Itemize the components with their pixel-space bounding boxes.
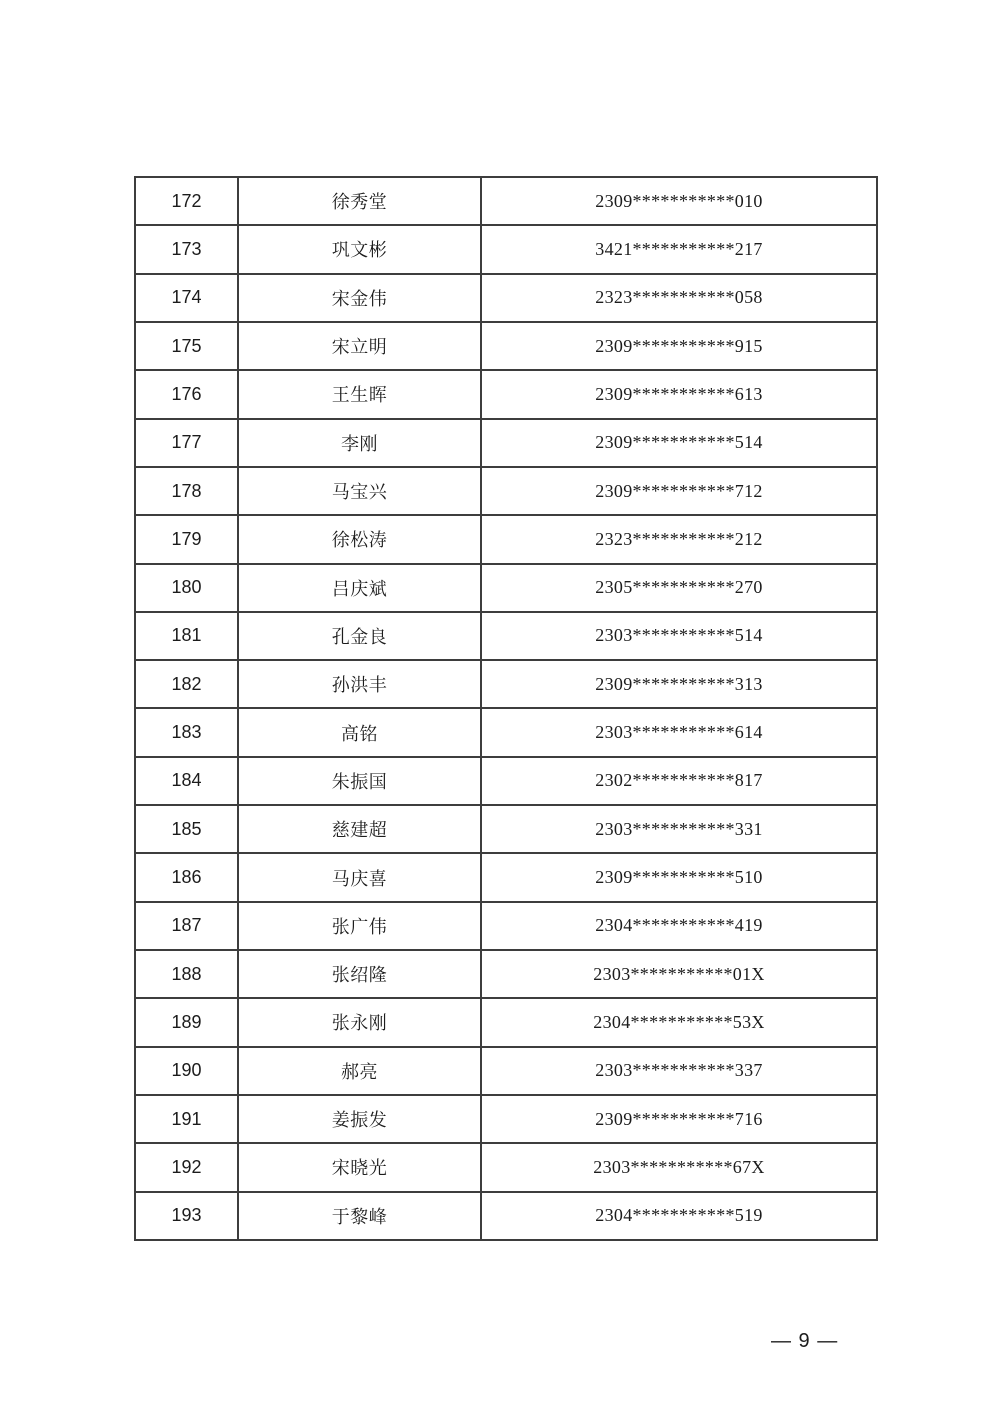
id-number-cell: 2304***********419 bbox=[481, 902, 877, 950]
row-number-cell: 187 bbox=[135, 902, 238, 950]
name-cell: 徐松涛 bbox=[238, 515, 481, 563]
name-cell: 慈建超 bbox=[238, 805, 481, 853]
name-cell: 朱振国 bbox=[238, 757, 481, 805]
name-cell: 孙洪丰 bbox=[238, 660, 481, 708]
id-number-cell: 2309***********712 bbox=[481, 467, 877, 515]
name-cell: 宋晓光 bbox=[238, 1143, 481, 1191]
table-row bbox=[135, 998, 877, 1046]
table-row bbox=[135, 1143, 877, 1191]
id-number-cell: 2305***********270 bbox=[481, 564, 877, 612]
name-cell: 马宝兴 bbox=[238, 467, 481, 515]
row-number-cell: 183 bbox=[135, 708, 238, 756]
table-row bbox=[135, 274, 877, 322]
name-cell: 郝亮 bbox=[238, 1047, 481, 1095]
table-row bbox=[135, 467, 877, 515]
name-cell: 张广伟 bbox=[238, 902, 481, 950]
roster-table bbox=[134, 176, 878, 1241]
name-cell: 孔金良 bbox=[238, 612, 481, 660]
row-number-cell: 176 bbox=[135, 370, 238, 418]
table-row bbox=[135, 564, 877, 612]
id-number-cell: 2309***********613 bbox=[481, 370, 877, 418]
row-number-cell: 192 bbox=[135, 1143, 238, 1191]
row-number-cell: 189 bbox=[135, 998, 238, 1046]
id-number-cell: 2303***********514 bbox=[481, 612, 877, 660]
row-number-cell: 173 bbox=[135, 225, 238, 273]
id-number-cell: 2303***********331 bbox=[481, 805, 877, 853]
name-cell: 宋金伟 bbox=[238, 274, 481, 322]
table-row bbox=[135, 853, 877, 901]
name-cell: 马庆喜 bbox=[238, 853, 481, 901]
table-row bbox=[135, 660, 877, 708]
table-row bbox=[135, 902, 877, 950]
id-number-cell: 2309***********514 bbox=[481, 419, 877, 467]
id-number-cell: 2323***********212 bbox=[481, 515, 877, 563]
name-cell: 王生晖 bbox=[238, 370, 481, 418]
id-number-cell: 2304***********53X bbox=[481, 998, 877, 1046]
name-cell: 于黎峰 bbox=[238, 1192, 481, 1240]
name-cell: 李刚 bbox=[238, 419, 481, 467]
row-number-cell: 174 bbox=[135, 274, 238, 322]
name-cell: 张绍隆 bbox=[238, 950, 481, 998]
table-row bbox=[135, 950, 877, 998]
row-number-cell: 175 bbox=[135, 322, 238, 370]
id-number-cell: 2303***********01X bbox=[481, 950, 877, 998]
id-number-cell: 2323***********058 bbox=[481, 274, 877, 322]
table-row bbox=[135, 612, 877, 660]
name-cell: 高铭 bbox=[238, 708, 481, 756]
row-number-cell: 193 bbox=[135, 1192, 238, 1240]
name-cell: 巩文彬 bbox=[238, 225, 481, 273]
id-number-cell: 2302***********817 bbox=[481, 757, 877, 805]
name-cell: 姜振发 bbox=[238, 1095, 481, 1143]
table-row bbox=[135, 1095, 877, 1143]
id-number-cell: 2309***********313 bbox=[481, 660, 877, 708]
row-number-cell: 180 bbox=[135, 564, 238, 612]
table-row bbox=[135, 805, 877, 853]
table-row bbox=[135, 370, 877, 418]
row-number-cell: 179 bbox=[135, 515, 238, 563]
table-row bbox=[135, 177, 877, 225]
table-row bbox=[135, 757, 877, 805]
id-number-cell: 2309***********716 bbox=[481, 1095, 877, 1143]
row-number-cell: 186 bbox=[135, 853, 238, 901]
id-number-cell: 2303***********614 bbox=[481, 708, 877, 756]
name-cell: 徐秀堂 bbox=[238, 177, 481, 225]
row-number-cell: 177 bbox=[135, 419, 238, 467]
row-number-cell: 172 bbox=[135, 177, 238, 225]
table-row bbox=[135, 225, 877, 273]
id-number-cell: 2309***********915 bbox=[481, 322, 877, 370]
page-number: — 9 — bbox=[771, 1330, 839, 1352]
row-number-cell: 185 bbox=[135, 805, 238, 853]
id-number-cell: 2303***********337 bbox=[481, 1047, 877, 1095]
row-number-cell: 188 bbox=[135, 950, 238, 998]
id-number-cell: 3421***********217 bbox=[481, 225, 877, 273]
name-cell: 张永刚 bbox=[238, 998, 481, 1046]
row-number-cell: 190 bbox=[135, 1047, 238, 1095]
table-row bbox=[135, 322, 877, 370]
row-number-cell: 191 bbox=[135, 1095, 238, 1143]
id-number-cell: 2309***********510 bbox=[481, 853, 877, 901]
table-row bbox=[135, 1047, 877, 1095]
id-number-cell: 2309***********010 bbox=[481, 177, 877, 225]
row-number-cell: 178 bbox=[135, 467, 238, 515]
table-row bbox=[135, 515, 877, 563]
row-number-cell: 184 bbox=[135, 757, 238, 805]
table-body bbox=[135, 177, 877, 1240]
id-number-cell: 2303***********67X bbox=[481, 1143, 877, 1191]
table-row bbox=[135, 1192, 877, 1240]
table-row bbox=[135, 419, 877, 467]
row-number-cell: 182 bbox=[135, 660, 238, 708]
name-cell: 宋立明 bbox=[238, 322, 481, 370]
name-cell: 吕庆斌 bbox=[238, 564, 481, 612]
id-number-cell: 2304***********519 bbox=[481, 1192, 877, 1240]
row-number-cell: 181 bbox=[135, 612, 238, 660]
table-row bbox=[135, 708, 877, 756]
